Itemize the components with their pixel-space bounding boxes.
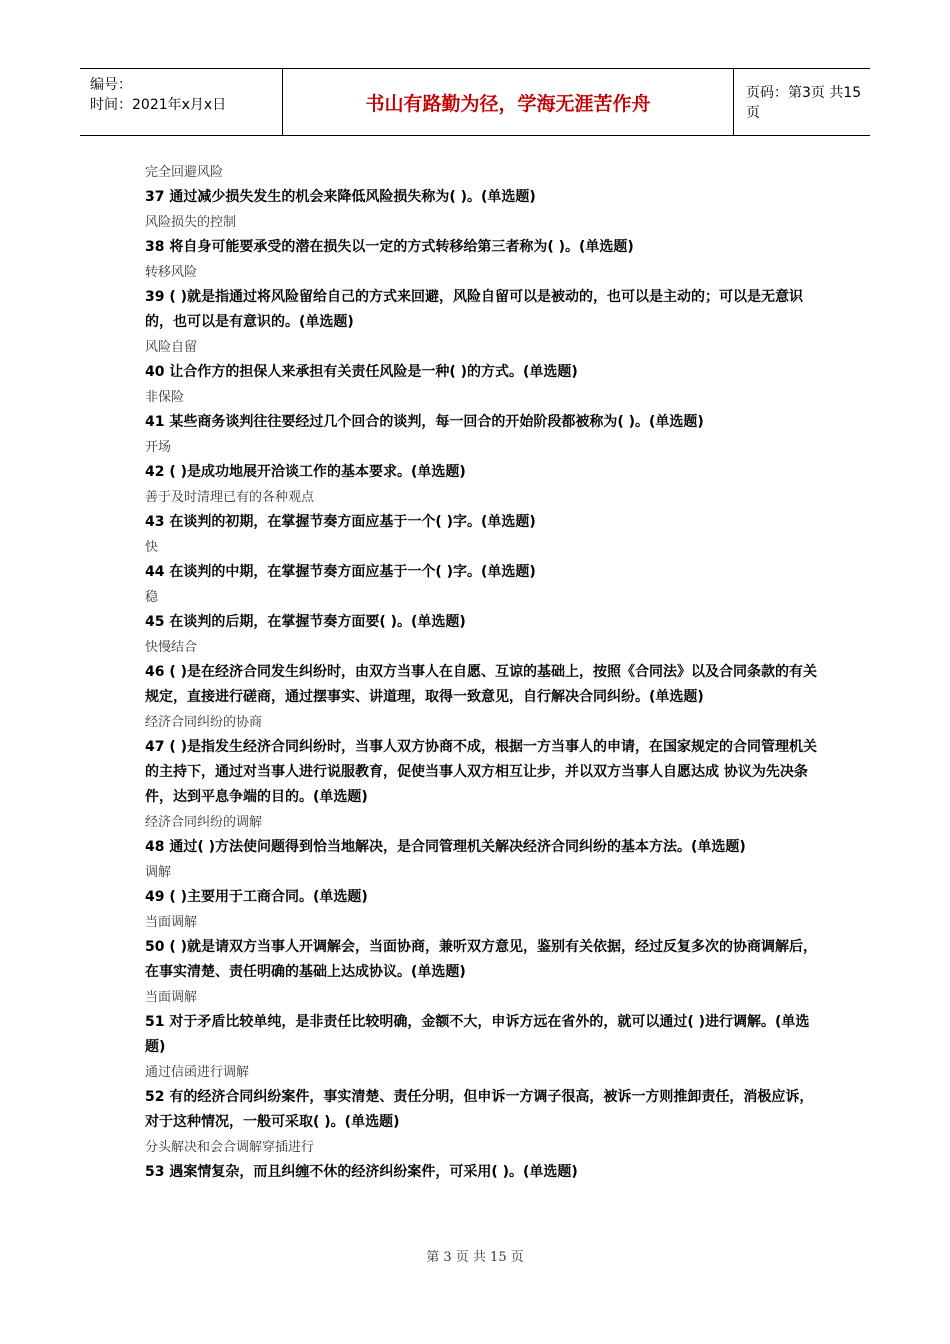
- answer-text: 完全回避风险: [145, 165, 224, 180]
- answer-text: 经济合同纠纷的调解: [145, 815, 263, 830]
- question-text: 52 有的经济合同纠纷案件，事实清楚、责任分明，但申诉一方调子很高，被诉一方则推卸责任，消极应诉，对于这种情况，一般可采取( )。(单选题): [145, 1089, 814, 1130]
- header-meta: [80, 69, 282, 135]
- question-text: 37 通过减少损失发生的机会来降低风险损失称为( )。(单选题): [145, 189, 536, 205]
- answer-text: 快慢结合: [145, 640, 198, 655]
- answer-text: 通过信函进行调解: [145, 1065, 250, 1080]
- answer-text: 当面调解: [145, 915, 198, 930]
- answer-text: 开场: [145, 440, 172, 455]
- question-text: 50 ( )就是请双方当事人开调解会，当面协商，兼听双方意见，鉴别有关依据，经过反复多次的协商调解后，在事实清楚、责任明确的基础上达成协议。(单选题): [145, 939, 818, 980]
- question-text: 39 ( )就是指通过将风险留给自己的方式来回避，风险自留可以是被动的，也可以是主动的；可以是无意识的，也可以是有意识的。(单选题): [145, 289, 804, 330]
- question-text: 46 ( )是在经济合同发生纠纷时，由双方当事人在自愿、互谅的基础上，按照《合同法》以及合同条款的有关规定，直接进行磋商，通过摆事实、讲道理，取得一致意见，自行解决合同纠纷。(单选题): [145, 664, 818, 705]
- answer-text: 分头解决和会合调解穿插进行: [145, 1140, 315, 1155]
- answer-text: 转移风险: [145, 265, 198, 280]
- answer-text: 风险损失的控制: [145, 215, 237, 230]
- question-text: 51 对于矛盾比较单纯，是非责任比较明确，金额不大，申诉方远在省外的，就可以通过( )进行调解。(单选题): [145, 1014, 810, 1055]
- question-list: [145, 160, 820, 1185]
- question-text: 43 在谈判的初期，在掌握节奏方面应基于一个( )字。(单选题): [145, 514, 536, 530]
- question-text: 45 在谈判的后期，在掌握节奏方面要( )。(单选题): [145, 614, 466, 630]
- question-text: 49 ( )主要用于工商合同。(单选题): [145, 889, 368, 905]
- question-text: 53 遇案情复杂，而且纠缠不休的经济纠纷案件，可采用( )。(单选题): [145, 1164, 578, 1180]
- answer-text: 善于及时清理已有的各种观点: [145, 490, 315, 505]
- question-text: 38 将自身可能要承受的潜在损失以一定的方式转移给第三者称为( )。(单选题): [145, 239, 634, 255]
- doc-number-label: 编号：: [90, 77, 132, 93]
- answer-text: 当面调解: [145, 990, 198, 1005]
- question-text: 40 让合作方的担保人来承担有关责任风险是一种( )的方式。(单选题): [145, 364, 578, 380]
- header-page-info: 页码：第3页 共15页: [746, 85, 862, 121]
- answer-text: 调解: [145, 865, 172, 880]
- answer-text: 风险自留: [145, 340, 198, 355]
- question-text: 42 ( )是成功地展开洽谈工作的基本要求。(单选题): [145, 464, 466, 480]
- doc-time-label: 时间：2021年x月x日: [90, 97, 227, 113]
- page-header: [80, 68, 870, 136]
- header-motto: 书山有路勤为径，学海无涯苦作舟: [282, 69, 734, 135]
- question-text: 48 通过( )方法使问题得到恰当地解决，是合同管理机关解决经济合同纠纷的基本方法。(单选题): [145, 839, 746, 855]
- answer-text: 稳: [145, 590, 159, 605]
- question-text: 41 某些商务谈判往往要经过几个回合的谈判，每一回合的开始阶段都被称为( )。(单选题): [145, 414, 704, 430]
- answer-text: 非保险: [145, 390, 185, 405]
- answer-text: 经济合同纠纷的协商: [145, 715, 263, 730]
- question-text: 44 在谈判的中期，在掌握节奏方面应基于一个( )字。(单选题): [145, 564, 536, 580]
- page-footer: 第 3 页 共 15 页: [426, 1250, 524, 1265]
- answer-text: 快: [145, 540, 159, 555]
- question-text: 47 ( )是指发生经济合同纠纷时，当事人双方协商不成，根据一方当事人的申请，在国家规定的合同管理机关的主持下，通过对当事人进行说服教育，促使当事人双方相互让步，并以双方当事人自愿达成 协议为先决条件，达到平息争端的目的。(单选题): [145, 739, 818, 805]
